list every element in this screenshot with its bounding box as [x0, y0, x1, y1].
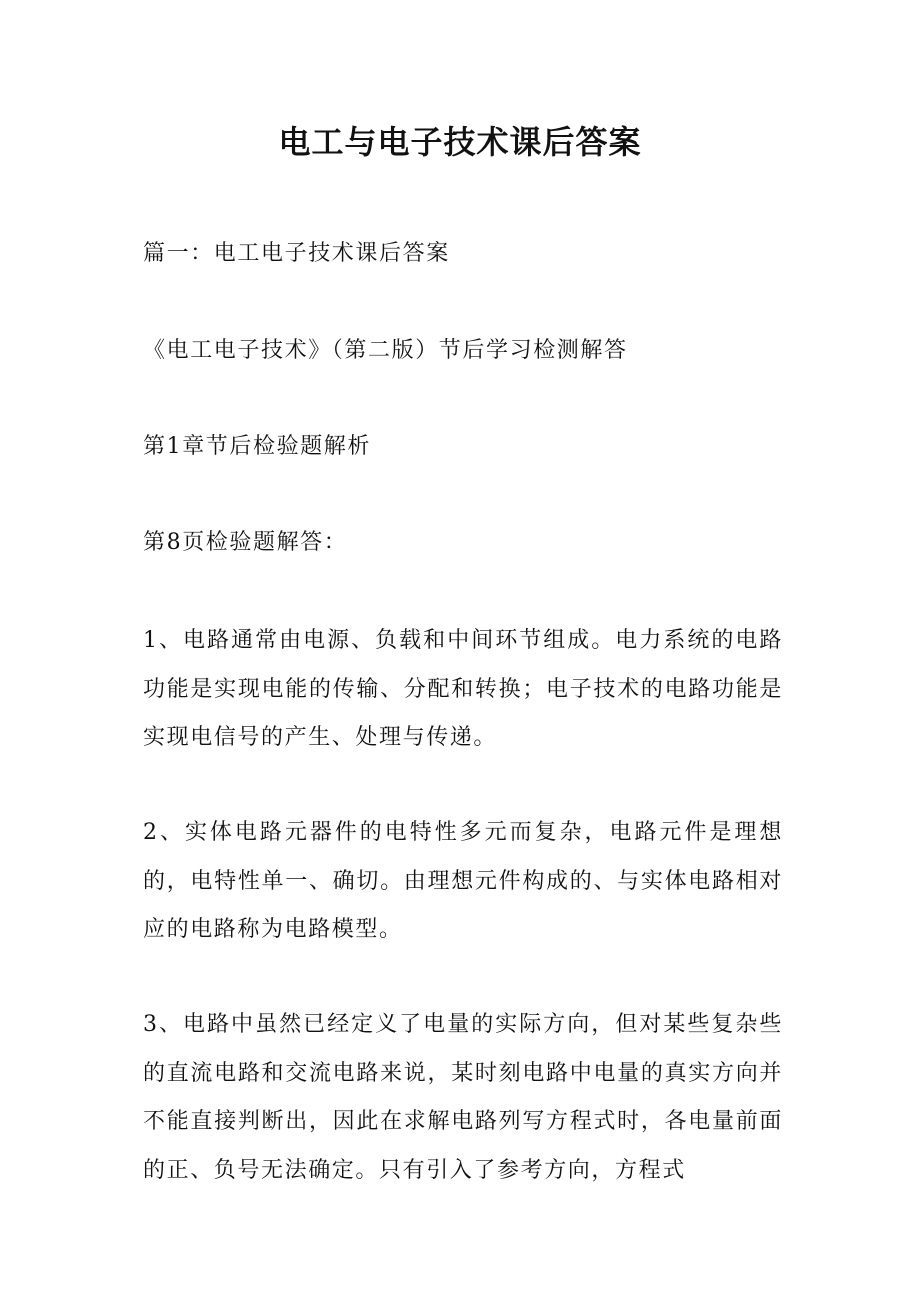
book-subtitle: 《电工电子技术》（第二版）节后学习检测解答: [143, 338, 628, 363]
answer-paragraph-2: 2、实体电路元器件的电特性多元而复杂，电路元件是理想的，电特性单一、确切。由理想元件构成的、与实体电路相对应的电路称为电路模型。: [143, 820, 783, 942]
chapter-heading: 第1章节后检验题解析: [143, 434, 371, 459]
answer-paragraph-1: 1、电路通常由电源、负载和中间环节组成。电力系统的电路功能是实现电能的传输、分配和转换；电子技术的电路功能是实现电信号的产生、处理与传递。: [143, 628, 783, 750]
page-heading: 第8页检验题解答：: [143, 530, 348, 555]
answer-paragraph-3: 3、电路中虽然已经定义了电量的实际方向，但对某些复杂些的直流电路和交流电路来说，某时刻电路中电量的真实方向并不能直接判断出，因此在求解电路列写方程式时，各电量前面的正、负号无法确定。只有引入了参考方向，方程式: [143, 1012, 783, 1183]
section-heading: 篇一：电工电子技术课后答案: [143, 241, 450, 266]
document-title: 电工与电子技术课后答案: [278, 123, 642, 161]
